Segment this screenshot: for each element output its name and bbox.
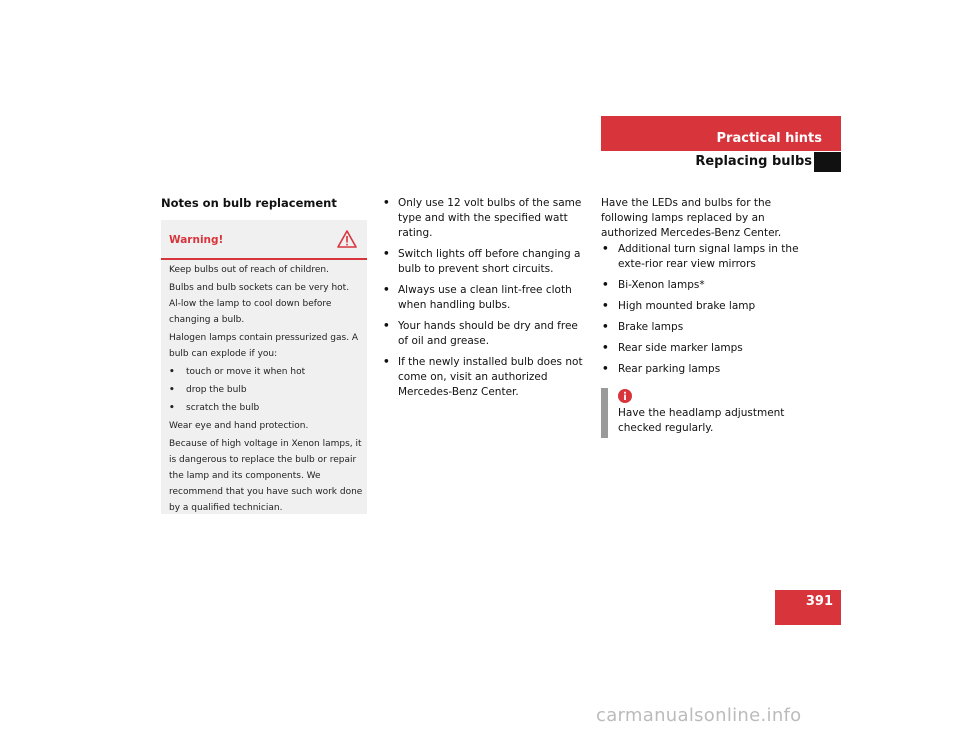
warning-paragraph: Keep bulbs out of reach of children. [169,265,329,275]
list-item: • Only use 12 volt bulbs of the same type and with the specified watt rating. [382,196,588,241]
list-item: • Rear parking lamps [601,362,821,377]
warning-bullet-list [169,364,363,416]
list-item: • Always use a clean lint-free cloth when handling bulbs. [382,283,588,313]
list-item: • Brake lamps [601,320,821,335]
warning-body [169,262,363,518]
list-item: • Bi-Xenon lamps* [601,278,821,293]
footer-watermark: carmanualsonline.info [596,705,802,726]
warning-paragraph: Wear eye and hand protection. [169,421,309,431]
header-black-tab [814,152,841,172]
page-number: 391 [805,594,833,609]
bulb-handling-list [382,196,588,406]
warning-paragraph: Because of high voltage in Xenon lamps, it is dangerous to replace the bulb or repair the lamp and its components. We recommend that you have such work done by a qualified technician. [169,439,363,513]
subsection-title: Replacing bulbs [695,154,812,169]
info-box [601,388,821,438]
list-item: • Switch lights off before changing a bulb to prevent short circuits. [382,247,588,277]
warning-bullet: • touch or move it when hot [169,364,363,380]
warning-triangle-icon [337,229,357,253]
list-item: • High mounted brake lamp [601,299,821,314]
list-item: • Additional turn signal lamps in the exte-rior rear view mirrors [601,242,821,272]
warning-header [161,220,367,260]
warning-paragraph: Bulbs and bulb sockets can be very hot. Al-low the lamp to cool down before changing a bulb. [169,283,350,325]
column-title: Notes on bulb replacement [161,196,337,210]
intro-paragraph: Have the LEDs and bulbs for the following lamps replaced by an authorized Mercedes-Benz Center. [601,197,782,239]
list-item: • If the newly installed bulb does not come on, visit an authorized Mercedes-Benz Center. [382,355,588,400]
dealer-replacement-section [601,196,821,383]
warning-box [161,220,367,514]
info-text: Have the headlamp adjustment checked regularly. [618,407,785,434]
section-title: Practical hints [716,131,822,146]
warning-label: Warning! [169,234,224,246]
warning-paragraph: Halogen lamps contain pressurized gas. A bulb can explode if you: [169,333,359,359]
info-bar [601,388,608,438]
list-item: • Rear side marker lamps [601,341,821,356]
warning-bullet: • scratch the bulb [169,400,363,416]
warning-bullet: • drop the bulb [169,382,363,398]
info-icon [618,388,632,407]
list-item: • Your hands should be dry and free of oil and grease. [382,319,588,349]
